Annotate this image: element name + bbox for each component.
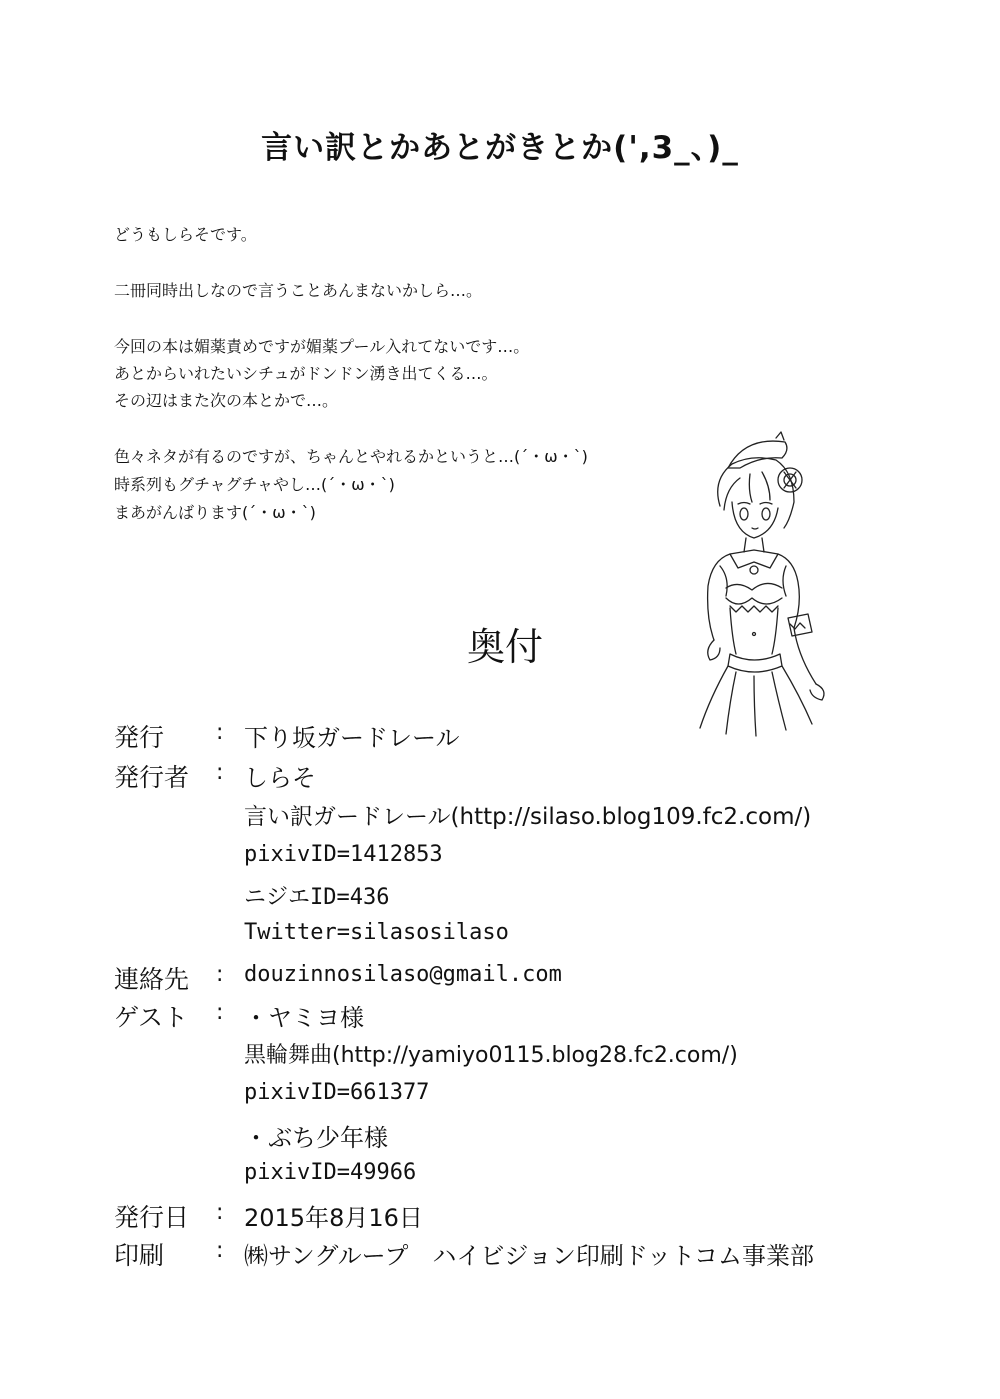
separator: :	[216, 1000, 224, 1025]
afterword-line: あとからいれたいシチュがドンドン湧き出てくる…。	[114, 364, 498, 383]
afterword-line: 今回の本は媚薬責めですが媚薬プール入れてないです…。	[114, 337, 530, 356]
separator: :	[216, 962, 224, 987]
afterword-line: その辺はまた次の本とかで…。	[114, 391, 339, 410]
author-nijie: ニジエID=436	[244, 885, 390, 910]
separator: :	[216, 1200, 224, 1225]
author-value: しらそ	[244, 764, 316, 792]
contact-email: douzinnosilaso@gmail.com	[244, 962, 562, 987]
afterword-line: 二冊同時出しなので言うことあんまないかしら…。	[114, 281, 483, 300]
guest2-name: ・ぶち少年様	[244, 1124, 388, 1152]
contact-label: 連絡先	[114, 965, 190, 994]
separator: :	[216, 1238, 224, 1263]
author-pixiv: pixivID=1412853	[244, 842, 443, 867]
printer-value: ㈱サングループ ハイビジョン印刷ドットコム事業部	[244, 1242, 814, 1270]
character-illustration	[690, 428, 840, 738]
guest1-site: 黒輪舞曲(http://yamiyo0115.blog28.fc2.com/)	[244, 1043, 738, 1068]
publisher-label: 発行	[114, 723, 165, 752]
date-value: 2015年8月16日	[244, 1204, 423, 1232]
author-label: 発行者	[114, 763, 190, 792]
guest-label: ゲスト	[114, 1003, 189, 1032]
separator: :	[216, 720, 224, 745]
afterword-line: 色々ネタが有るのですが、ちゃんとやれるかというと…(´・ω・`)	[114, 447, 588, 466]
publisher-value: 下り坂ガードレール	[244, 724, 460, 752]
afterword-line: どうもしらそです。	[114, 225, 257, 244]
afterword-line: 時系列もグチャグチャやし…(´・ω・`)	[114, 475, 395, 494]
page-title: 言い訳とかあとがきとか(',3_、)_	[261, 130, 739, 166]
guest2-pixiv: pixivID=49966	[244, 1160, 417, 1185]
colophon-heading: 奥付	[466, 625, 543, 669]
guest1-pixiv: pixivID=661377	[244, 1080, 430, 1105]
printer-label: 印刷	[114, 1241, 165, 1270]
date-label: 発行日	[114, 1203, 190, 1232]
guest1-name: ・ヤミヨ様	[244, 1004, 364, 1032]
afterword-line: まあがんばります(´・ω・`)	[114, 503, 316, 522]
author-blog: 言い訳ガードレール(http://silaso.blog109.fc2.com/)	[244, 804, 812, 830]
author-twitter: Twitter=silasosilaso	[244, 920, 509, 945]
separator: :	[216, 760, 224, 785]
